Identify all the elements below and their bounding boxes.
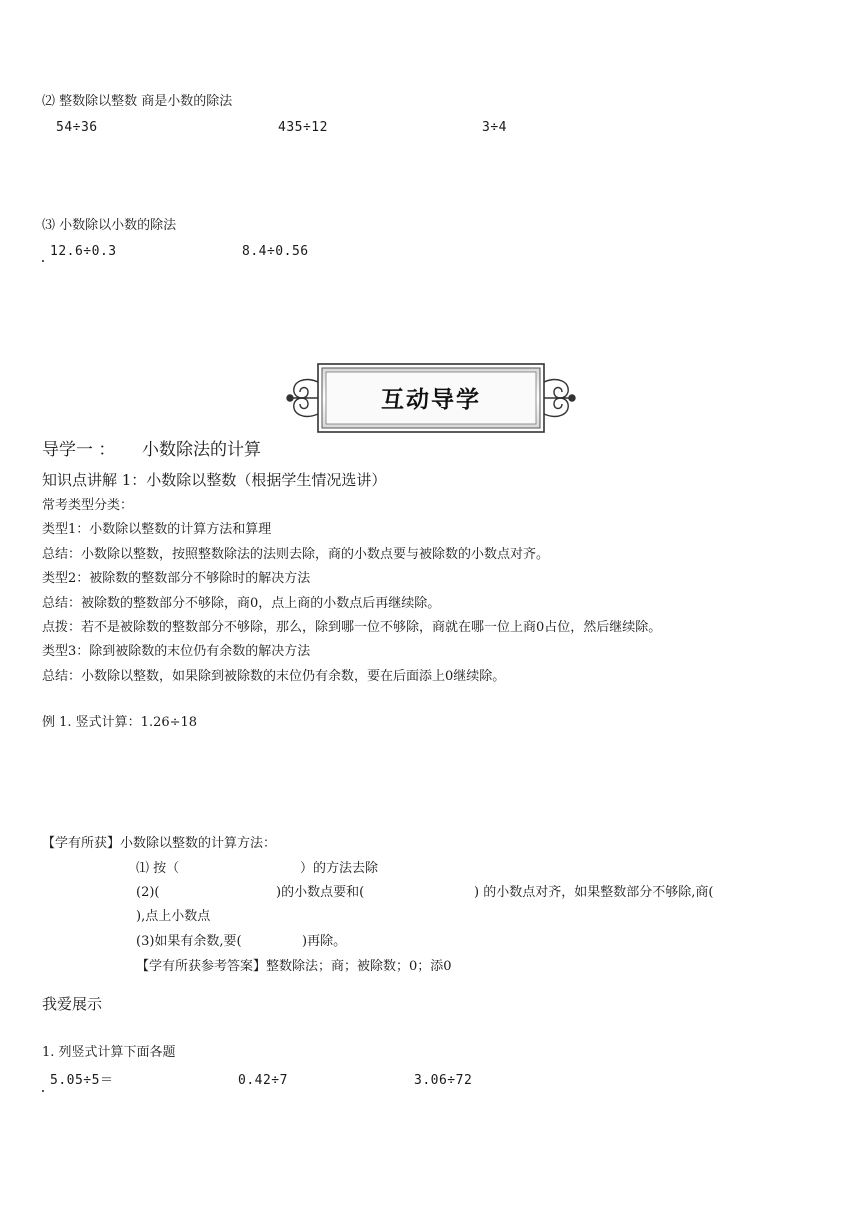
gains-item2-start: (2)(	[136, 885, 160, 900]
problem-54-div-36: 54÷36	[56, 120, 98, 135]
banner-title: 互动导学	[381, 387, 481, 413]
problem-3-div-4: 3÷4	[482, 120, 507, 135]
summary3-line: 总结：小数除以整数，如果除到被除数的末位仍有余数，要在后面添上0继续除。	[42, 669, 506, 684]
show-problem-1: 5.05÷5＝	[50, 1073, 114, 1088]
show-title: 我爱展示	[42, 995, 103, 1013]
margin-dot	[42, 260, 44, 262]
margin-dot	[42, 1090, 44, 1092]
problem-12.6-div-0.3: 12.6÷0.3	[50, 244, 117, 259]
knowledge-point: 知识点讲解 1：小数除以整数（根据学生情况选讲）	[42, 471, 387, 489]
type1-line: 类型1：小数除以整数的计算方法和算理	[42, 522, 272, 537]
section2-heading: ⑵ 整数除以整数 商是小数的除法	[42, 94, 233, 109]
lesson-title-prefix: 导学一 ：	[42, 440, 116, 460]
banner-frame	[284, 362, 578, 434]
gains-item3-start: (3)如果有余数,要(	[136, 934, 242, 949]
problem-435-div-12: 435÷12	[278, 120, 328, 135]
tip-line: 点拨：若不是被除数的整数部分不够除，那么，除到哪一位不够除，商就在哪一位上商0占位，然后继续除。	[42, 620, 662, 635]
problem-8.4-div-0.56: 8.4÷0.56	[242, 244, 309, 259]
right-scroll-ornament	[544, 380, 575, 417]
gains-item2-tail: ) 的小数点对齐，如果整数部分不够除,商(	[474, 885, 714, 900]
gains-heading: 【学有所获】小数除以整数的计算方法：	[42, 836, 277, 851]
lesson-title-main: 小数除法的计算	[142, 440, 261, 460]
show-problem-2: 0.42÷7	[238, 1073, 288, 1088]
summary2-line: 总结：被除数的整数部分不够除，商0，点上商的小数点后再继续除。	[42, 596, 441, 611]
gains-item1-end: ）的方法去除	[300, 861, 379, 876]
example-1: 例 1. 竖式计算：1.26÷18	[42, 715, 198, 730]
gains-item1-start: ⑴ 按（	[136, 861, 180, 876]
gains-item2-end: ),点上小数点	[136, 909, 211, 924]
show-task: 1. 列竖式计算下面各题	[42, 1045, 176, 1060]
types-heading: 常考类型分类：	[42, 498, 134, 513]
show-problem-3: 3.06÷72	[414, 1073, 473, 1088]
type2-line: 类型2：被除数的整数部分不够除时的解决方法	[42, 571, 311, 586]
gains-item3-end: )再除。	[302, 934, 347, 949]
left-scroll-ornament	[287, 380, 318, 417]
gains-item2-mid: )的小数点要和(	[276, 885, 365, 900]
summary1-line: 总结：小数除以整数，按照整数除法的法则去除，商的小数点要与被除数的小数点对齐。	[42, 547, 550, 562]
type3-line: 类型3：除到被除数的末位仍有余数的解决方法	[42, 644, 311, 659]
section3-heading: ⑶ 小数除以小数的除法	[42, 218, 177, 233]
gains-answer: 【学有所获参考答案】整数除法；商；被除数；0；添0	[136, 959, 452, 974]
